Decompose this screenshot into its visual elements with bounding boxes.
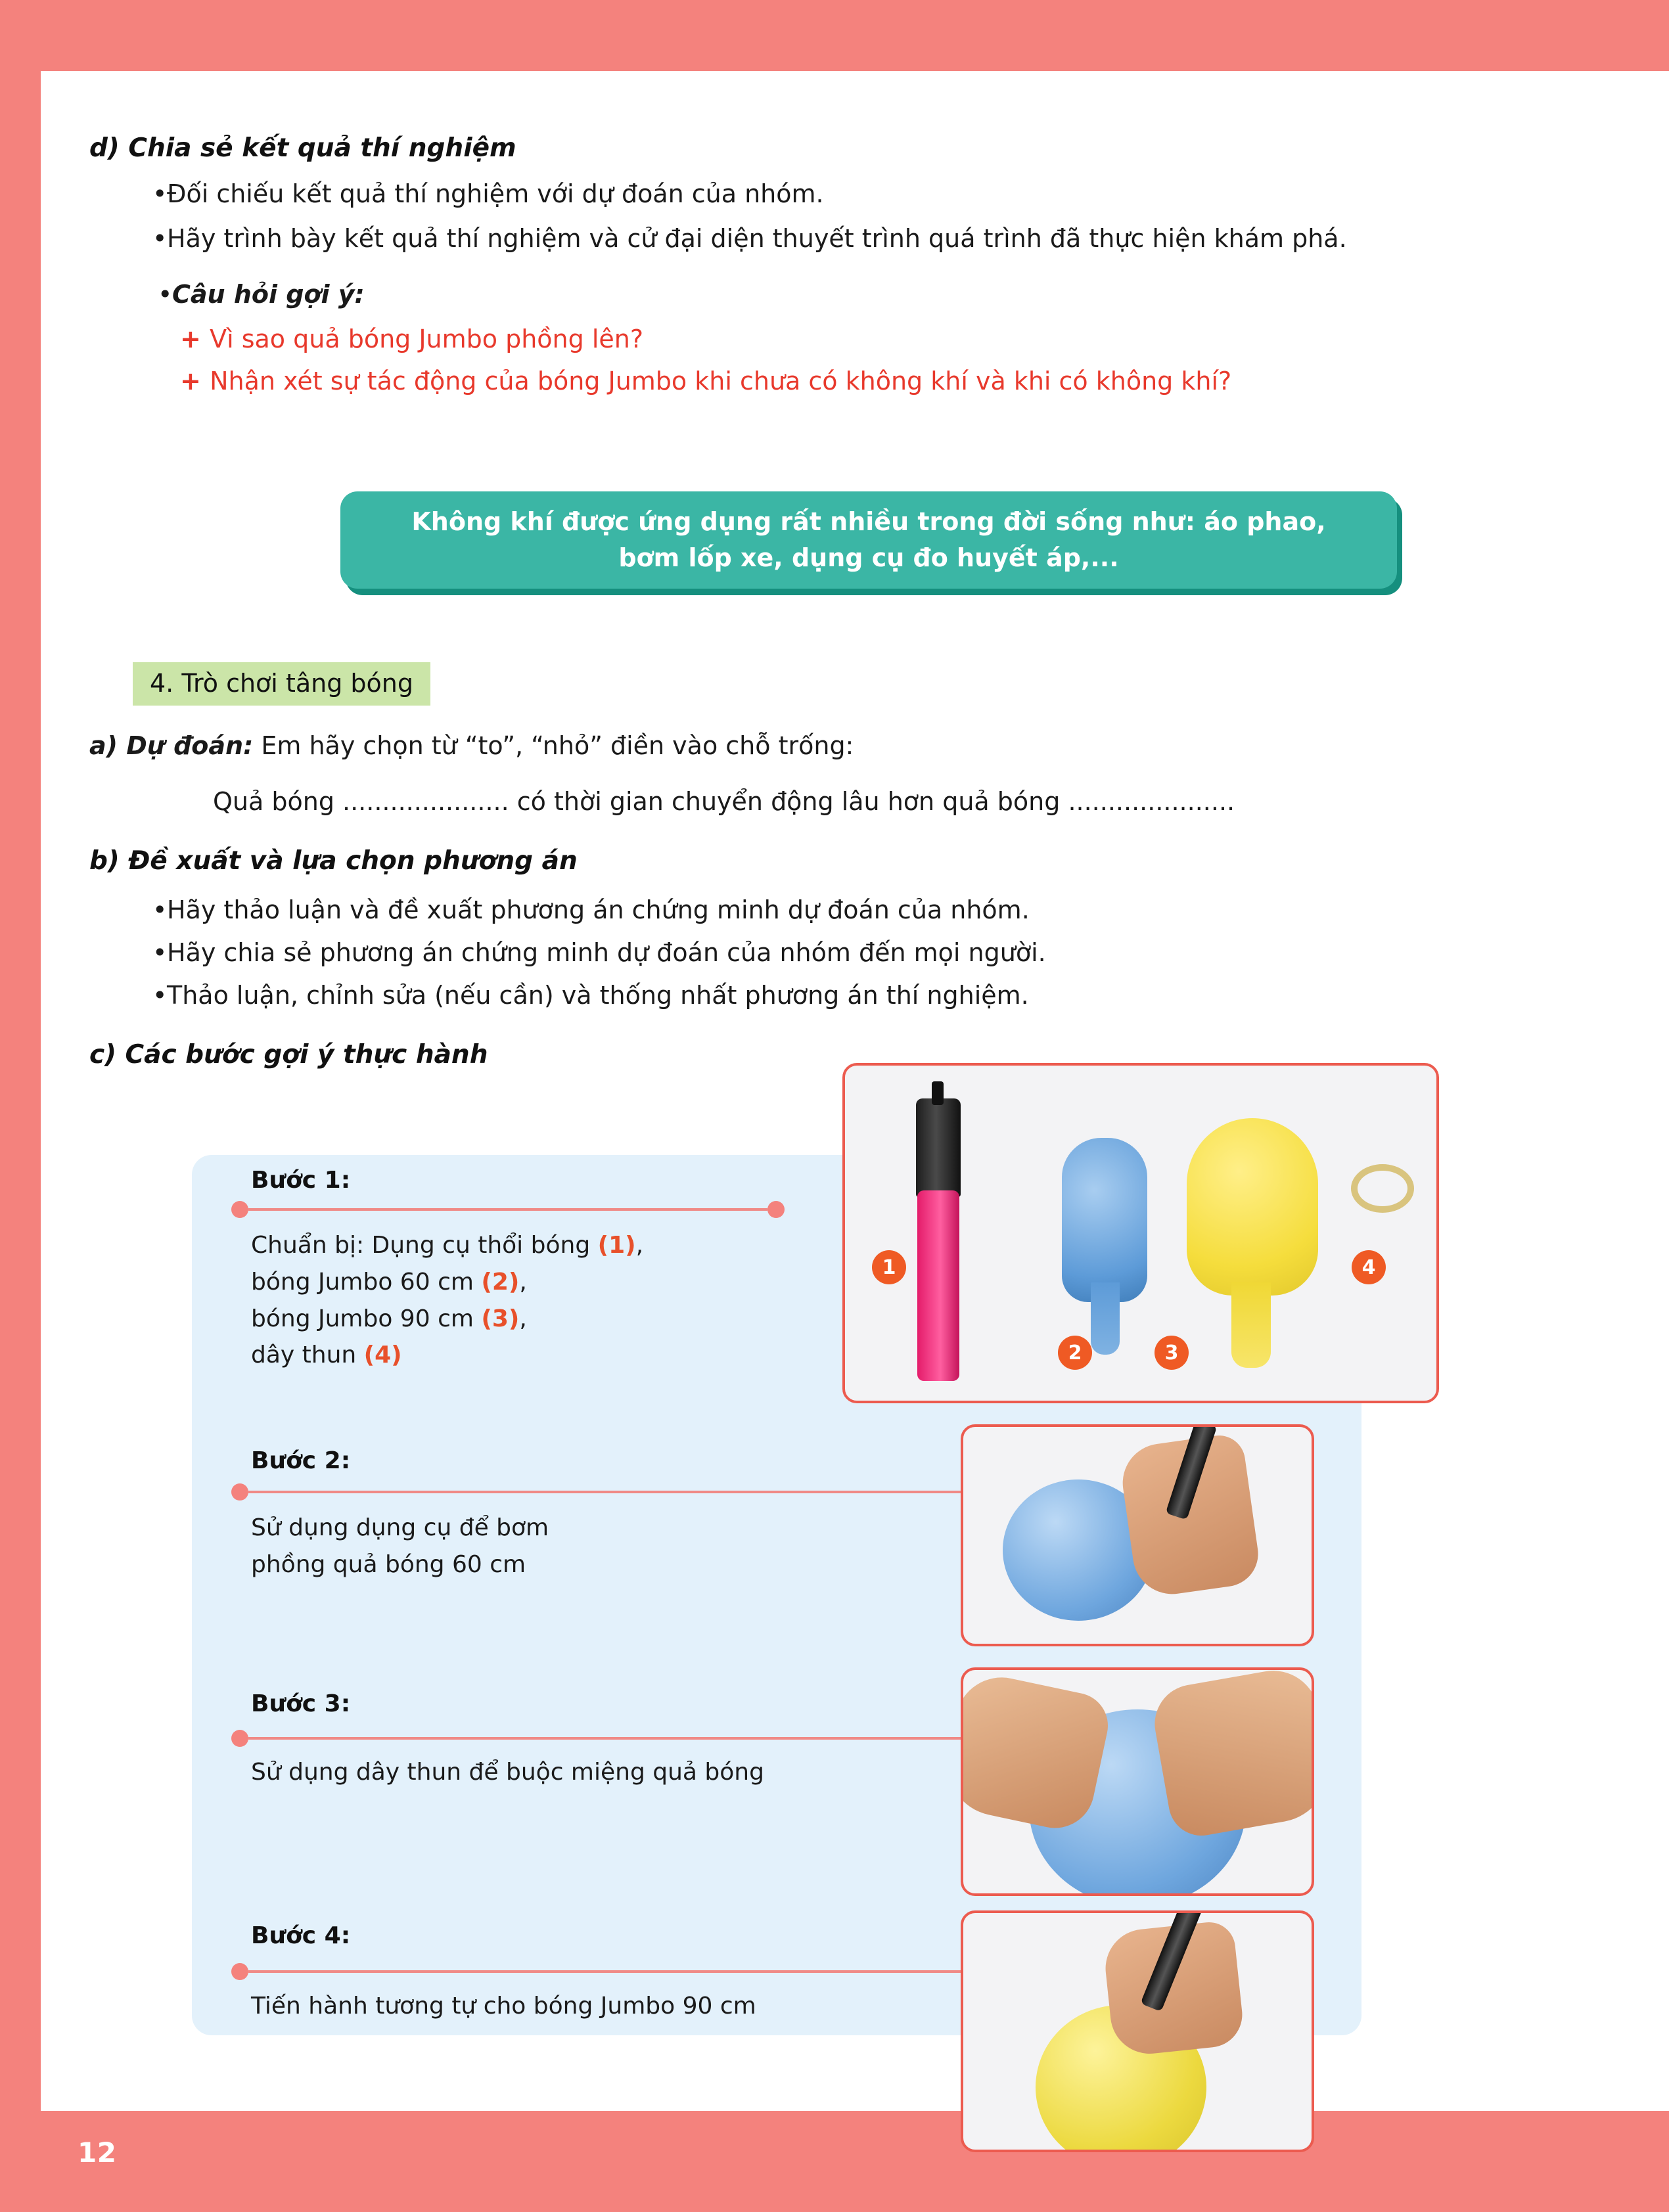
step-4-text: Tiến hành tương tự cho bóng Jumbo 90 cm bbox=[251, 1993, 756, 2020]
material-badge-4: 4 bbox=[1352, 1250, 1386, 1284]
step-1-line-4-pre: dây thun bbox=[251, 1342, 364, 1369]
step-1-line-4-num: (4) bbox=[363, 1342, 402, 1369]
section-4a-line bbox=[89, 731, 854, 760]
bullet-marker: • bbox=[152, 895, 168, 924]
question-1-text: Vì sao quả bóng Jumbo phồng lên? bbox=[210, 325, 644, 353]
section-4a-text: Em hãy chọn từ “to”, “nhỏ” điền vào chỗ trống: bbox=[253, 731, 854, 760]
material-badge-3: 3 bbox=[1155, 1336, 1189, 1370]
step-1-dot-left bbox=[231, 1201, 248, 1218]
question-1 bbox=[180, 325, 643, 353]
step-2-line-1: Sử dụng dụng cụ để bơm bbox=[251, 1514, 549, 1541]
inflate-balloon-photo bbox=[961, 1424, 1314, 1646]
pump-tip-shape bbox=[932, 1081, 944, 1105]
blue-balloon-neck-shape bbox=[1091, 1282, 1120, 1355]
page-number: 12 bbox=[78, 2136, 117, 2169]
plus-icon: + bbox=[180, 367, 210, 395]
step-1-line-2-num: (2) bbox=[481, 1268, 520, 1296]
rubber-band-shape bbox=[1351, 1164, 1414, 1213]
section-4b-bullet-3 bbox=[152, 981, 1029, 1010]
plus-icon: + bbox=[180, 325, 210, 353]
step-1-line-4 bbox=[251, 1337, 643, 1374]
right-hand-shape bbox=[1149, 1667, 1314, 1841]
section-4b-bullet-1 bbox=[152, 895, 1030, 924]
top-color-band bbox=[0, 0, 1669, 71]
step-1-title: Bước 1: bbox=[251, 1167, 351, 1194]
materials-photo bbox=[842, 1063, 1439, 1403]
step-1-line-2-post: , bbox=[519, 1268, 527, 1296]
section-4-label: 4. Trò chơi tâng bóng bbox=[133, 662, 430, 706]
section-d-bullet-1-text: Đối chiếu kết quả thí nghiệm với dự đoán của nhóm. bbox=[167, 179, 824, 208]
yellow-photo-inner bbox=[963, 1913, 1312, 2150]
question-2-text: Nhận xét sự tác động của bóng Jumbo khi chưa có không khí và khi có không khí? bbox=[210, 367, 1232, 395]
step-2-connector bbox=[248, 1491, 962, 1493]
bottom-color-band bbox=[0, 2111, 1669, 2212]
bullet-marker: • bbox=[152, 938, 168, 967]
tie-photo-inner bbox=[963, 1670, 1312, 1893]
step-1-line-3-post: , bbox=[519, 1305, 527, 1332]
bullet-marker: • bbox=[158, 280, 173, 309]
step-4-dot-left bbox=[231, 1963, 248, 1980]
yellow-balloon-shape bbox=[1187, 1118, 1318, 1296]
step-4-connector bbox=[248, 1970, 962, 1973]
step-1-line-1-num: (1) bbox=[597, 1232, 636, 1259]
step-1-connector bbox=[248, 1208, 767, 1211]
pump-body-shape bbox=[917, 1190, 959, 1381]
step-1-line-3 bbox=[251, 1301, 643, 1338]
pump-handle-shape bbox=[916, 1098, 961, 1197]
section-4a-heading: a) Dự đoán: bbox=[89, 731, 254, 760]
bullet-marker: • bbox=[152, 981, 168, 1010]
step-3-connector bbox=[248, 1737, 962, 1740]
section-4a-fill-blank: Quả bóng ..................... có thời gian chuyển động lâu hơn quả bóng ..................... bbox=[213, 787, 1235, 816]
step-2-line-2: phồng quả bóng 60 cm bbox=[251, 1550, 526, 1578]
step-1-line-1-pre: Chuẩn bị: Dụng cụ thổi bóng bbox=[251, 1232, 598, 1259]
prompt-label: Câu hỏi gợi ý: bbox=[172, 280, 365, 309]
step-1-line-2 bbox=[251, 1264, 643, 1301]
step-1-text bbox=[251, 1227, 643, 1374]
section-d-bullet-2-text: Hãy trình bày kết quả thí nghiệm và cử đại diện thuyết trình quá trình đã thực hiện khám phá. bbox=[167, 224, 1347, 253]
section-4b-bullet-3-text: Thảo luận, chỉnh sửa (nếu cần) và thống nhất phương án thí nghiệm. bbox=[167, 981, 1029, 1010]
callout-line-2: bơm lốp xe, dụng cụ đo huyết áp,... bbox=[618, 543, 1119, 572]
step-3-text: Sử dụng dây thun để buộc miệng quả bóng bbox=[251, 1759, 764, 1786]
step-2-text bbox=[251, 1510, 549, 1583]
bullet-marker: • bbox=[152, 179, 168, 208]
step-2-title: Bước 2: bbox=[251, 1447, 351, 1474]
section-d-bullet-2 bbox=[152, 224, 1347, 253]
bullet-marker: • bbox=[152, 224, 168, 253]
yellow-balloon-photo bbox=[961, 1910, 1314, 2152]
materials-photo-inner bbox=[845, 1066, 1436, 1401]
section-4b-bullet-2-text: Hãy chia sẻ phương án chứng minh dự đoán của nhóm đến mọi người. bbox=[167, 938, 1046, 967]
step-3-dot-left bbox=[231, 1730, 248, 1747]
section-4b-bullet-2 bbox=[152, 938, 1046, 967]
step-4-title: Bước 4: bbox=[251, 1922, 351, 1949]
section-4b-heading: b) Đề xuất và lựa chọn phương án bbox=[89, 846, 578, 876]
step-1-line-1-post: , bbox=[635, 1232, 644, 1259]
section-d-heading: d) Chia sẻ kết quả thí nghiệm bbox=[89, 133, 516, 163]
page-content bbox=[41, 71, 1669, 2111]
step-1-line-3-pre: bóng Jumbo 90 cm bbox=[251, 1305, 482, 1332]
step-3-title: Bước 3: bbox=[251, 1690, 351, 1717]
prompt-label-row bbox=[158, 280, 365, 309]
yellow-balloon-neck-shape bbox=[1231, 1282, 1271, 1368]
blue-balloon-shape bbox=[1062, 1138, 1147, 1302]
material-badge-1: 1 bbox=[872, 1250, 906, 1284]
material-badge-2: 2 bbox=[1058, 1336, 1092, 1370]
section-4c-heading: c) Các bước gợi ý thực hành bbox=[89, 1040, 488, 1070]
left-color-band bbox=[0, 71, 41, 2111]
inflate-photo-inner bbox=[963, 1427, 1312, 1644]
step-2-dot-left bbox=[231, 1483, 248, 1501]
callout-box bbox=[340, 491, 1397, 589]
tie-balloon-photo bbox=[961, 1667, 1314, 1896]
step-1-dot-right bbox=[767, 1201, 785, 1218]
step-1-line-3-num: (3) bbox=[481, 1305, 520, 1332]
callout-line-1: Không khí được ứng dụng rất nhiều trong đời sống như: áo phao, bbox=[411, 507, 1326, 536]
question-2 bbox=[180, 367, 1231, 395]
section-d-bullet-1 bbox=[152, 179, 824, 208]
section-4b-bullet-1-text: Hãy thảo luận và đề xuất phương án chứng minh dự đoán của nhóm. bbox=[167, 895, 1030, 924]
step-1-line-1 bbox=[251, 1227, 643, 1264]
step-1-line-2-pre: bóng Jumbo 60 cm bbox=[251, 1268, 482, 1296]
